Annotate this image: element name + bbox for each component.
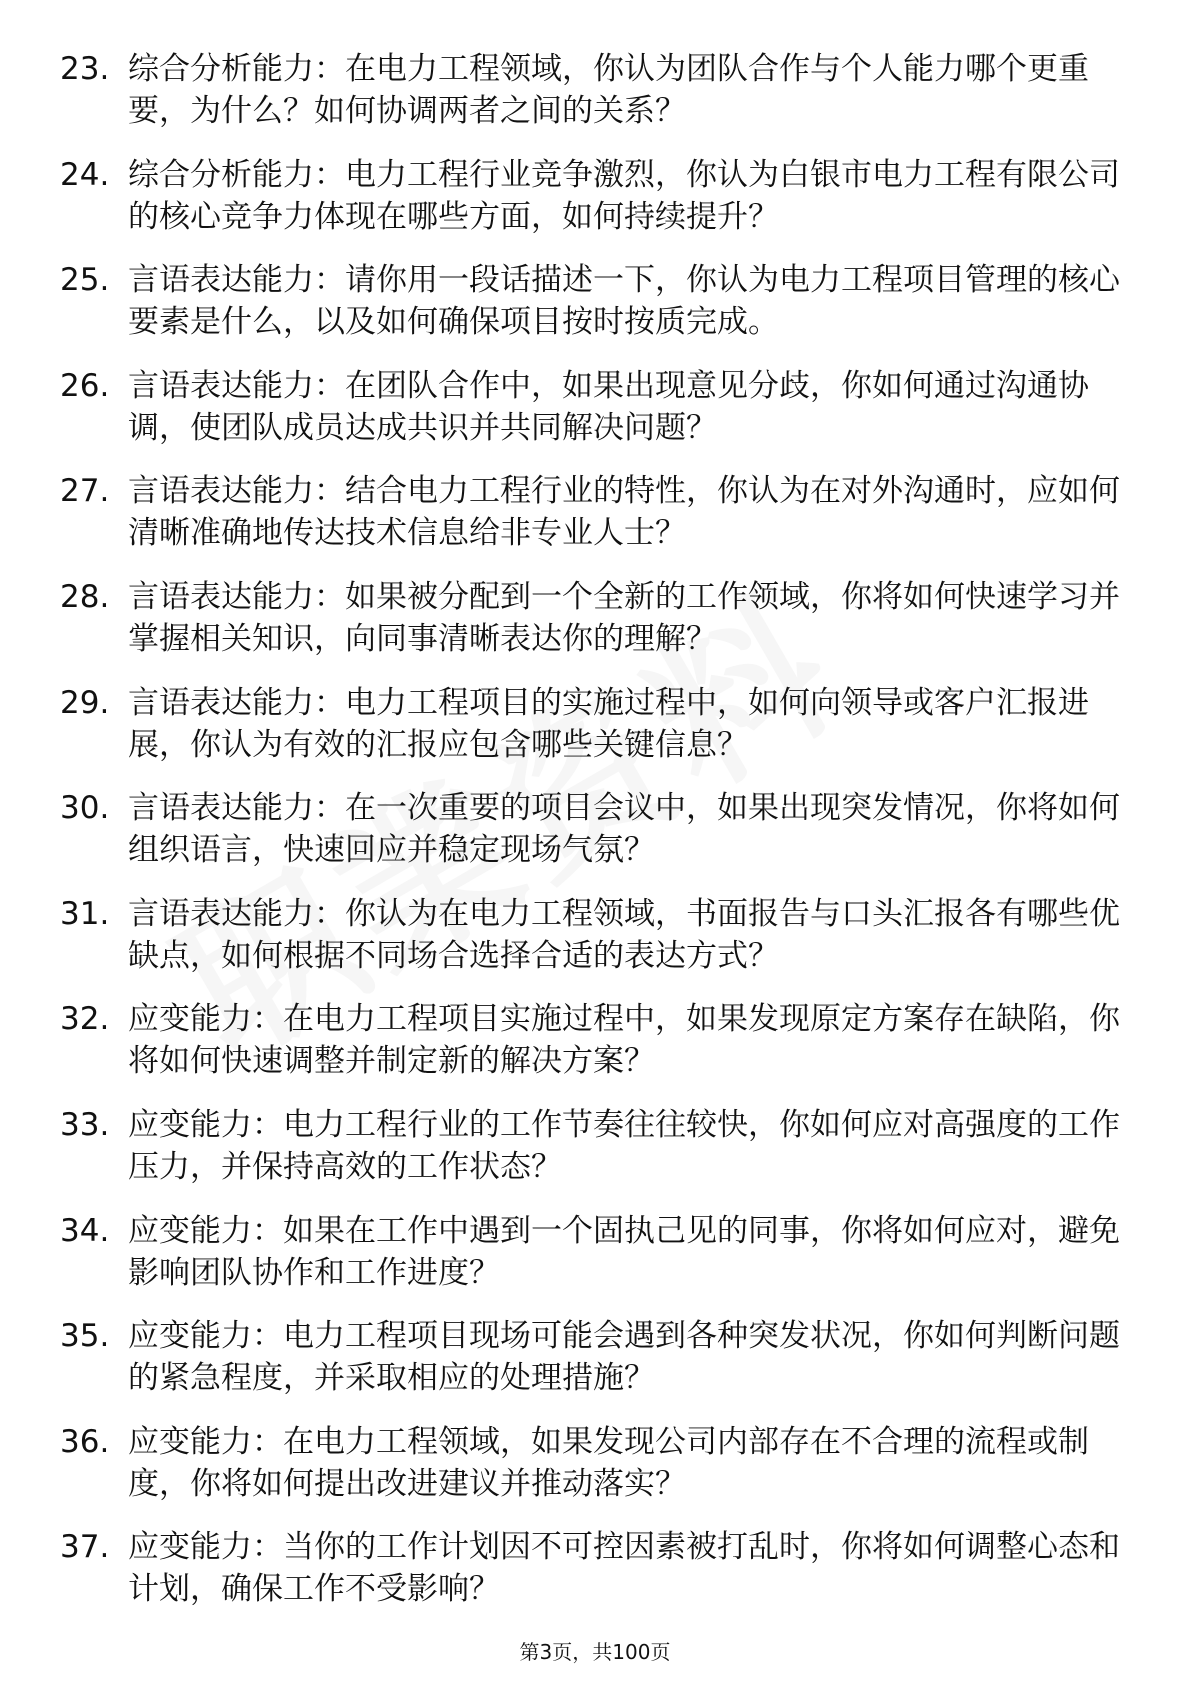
question-number: 28. bbox=[60, 578, 110, 615]
list-item bbox=[60, 365, 1120, 449]
question-text: 言语表达能力：请你用一段话描述一下，你认为电力工程项目管理的核心要素是什么，以及如何确保项目按时按质完成。 bbox=[128, 262, 1120, 341]
page-number-footer: 第3页，共100页 bbox=[519, 1640, 671, 1664]
question-number: 30. bbox=[60, 790, 110, 827]
question-number: 26. bbox=[60, 367, 110, 404]
list-item bbox=[60, 470, 1120, 554]
question-text: 应变能力：当你的工作计划因不可控因素被打乱时，你将如何调整心态和计划，确保工作不受影响？ bbox=[128, 1529, 1120, 1608]
list-item bbox=[60, 576, 1120, 660]
question-text: 综合分析能力：电力工程行业竞争激烈，你认为白银市电力工程有限公司的核心竞争力体现在哪些方面，如何持续提升？ bbox=[128, 156, 1120, 235]
list-item bbox=[60, 787, 1120, 871]
question-text: 应变能力：在电力工程项目实施过程中，如果发现原定方案存在缺陷，你将如何快速调整并制定新的解决方案？ bbox=[128, 1001, 1120, 1080]
list-item bbox=[60, 1210, 1120, 1294]
question-text: 言语表达能力：在团队合作中，如果出现意见分歧，你如何通过沟通协调，使团队成员达成共识并共同解决问题？ bbox=[128, 367, 1089, 446]
question-list bbox=[60, 48, 1120, 1632]
question-number: 31. bbox=[60, 895, 110, 932]
question-text: 言语表达能力：在一次重要的项目会议中，如果出现突发情况，你将如何组织语言，快速回应并稳定现场气氛？ bbox=[128, 790, 1120, 869]
list-item bbox=[60, 1526, 1120, 1610]
question-text: 言语表达能力：你认为在电力工程领域，书面报告与口头汇报各有哪些优缺点，如何根据不同场合选择合适的表达方式？ bbox=[128, 895, 1120, 974]
question-number: 36. bbox=[60, 1423, 110, 1460]
question-number: 37. bbox=[60, 1529, 110, 1566]
question-number: 32. bbox=[60, 1001, 110, 1038]
question-text: 言语表达能力：电力工程项目的实施过程中，如何向领导或客户汇报进展，你认为有效的汇报应包含哪些关键信息？ bbox=[128, 684, 1089, 763]
question-number: 25. bbox=[60, 262, 110, 299]
list-item bbox=[60, 259, 1120, 343]
list-item bbox=[60, 154, 1120, 238]
list-item bbox=[60, 682, 1120, 766]
question-text: 应变能力：电力工程行业的工作节奏往往较快，你如何应对高强度的工作压力，并保持高效的工作状态？ bbox=[128, 1106, 1120, 1185]
question-text: 综合分析能力：在电力工程领域，你认为团队合作与个人能力哪个更重要，为什么？如何协调两者之间的关系？ bbox=[128, 51, 1089, 129]
question-text: 应变能力：如果在工作中遇到一个固执己见的同事，你将如何应对，避免影响团队协作和工作进度？ bbox=[128, 1212, 1120, 1291]
question-number: 27. bbox=[60, 473, 110, 510]
list-item bbox=[60, 998, 1120, 1082]
list-item bbox=[60, 48, 1120, 132]
list-item bbox=[60, 1315, 1120, 1399]
question-number: 33. bbox=[60, 1106, 110, 1143]
question-number: 34. bbox=[60, 1212, 110, 1249]
question-number: 29. bbox=[60, 684, 110, 721]
question-text: 言语表达能力：如果被分配到一个全新的工作领域，你将如何快速学习并掌握相关知识，向同事清晰表达你的理解？ bbox=[128, 578, 1120, 657]
question-number: 35. bbox=[60, 1318, 110, 1355]
question-number: 24. bbox=[60, 156, 110, 193]
question-text: 应变能力：在电力工程领域，如果发现公司内部存在不合理的流程或制度，你将如何提出改进建议并推动落实？ bbox=[128, 1423, 1089, 1502]
question-text: 应变能力：电力工程项目现场可能会遇到各种突发状况，你如何判断问题的紧急程度，并采取相应的处理措施？ bbox=[128, 1318, 1120, 1397]
list-item bbox=[60, 893, 1120, 977]
list-item bbox=[60, 1104, 1120, 1188]
question-number: 23. bbox=[60, 51, 110, 87]
question-text: 言语表达能力：结合电力工程行业的特性，你认为在对外沟通时，应如何清晰准确地传达技术信息给非专业人士？ bbox=[128, 473, 1120, 552]
list-item bbox=[60, 1421, 1120, 1505]
